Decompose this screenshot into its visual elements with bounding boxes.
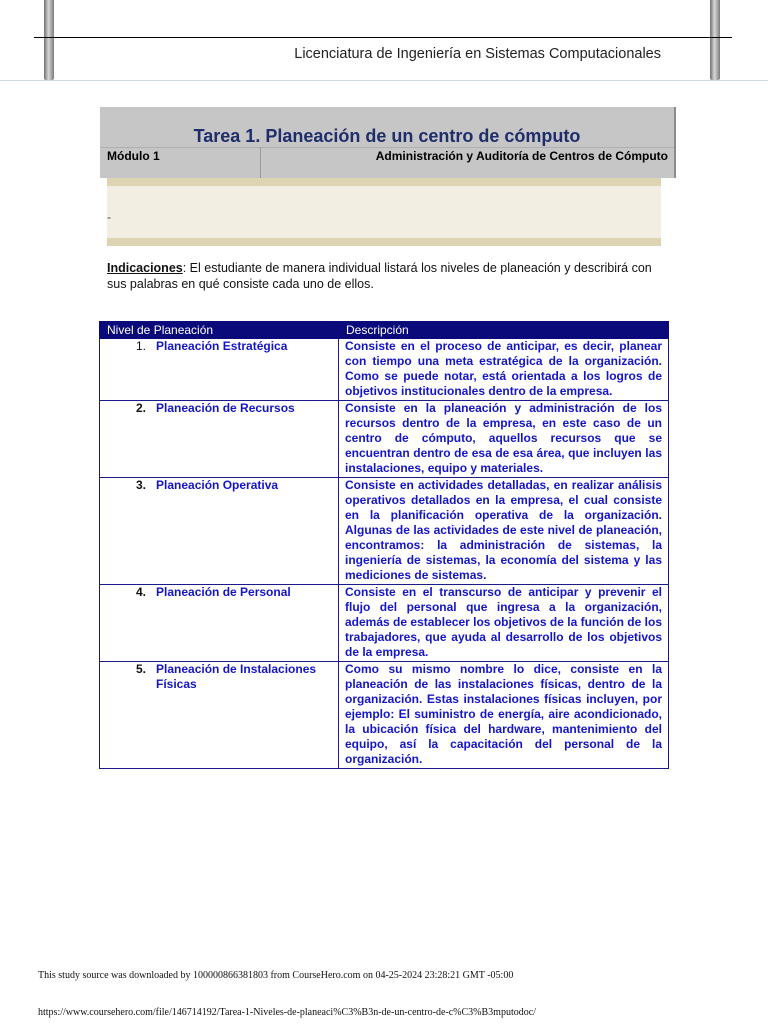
header-rule-secondary	[0, 80, 768, 81]
footer-url-line[interactable]: https://www.coursehero.com/file/146714192/Tarea-1-Niveles-de-planeaci%C3%B3n-de-un-centro-de-c%C3%B3mputodoc/	[38, 1007, 536, 1018]
info-box-band-bottom	[107, 238, 661, 246]
title-box-divider-vertical	[260, 147, 261, 178]
course-name: Administración y Auditoría de Centros de Cómputo	[375, 149, 668, 163]
binder-bar-right	[710, 0, 720, 80]
level-cell	[100, 401, 339, 478]
indications-paragraph	[107, 261, 667, 292]
header-title: Licenciatura de Ingeniería en Sistemas Computacionales	[294, 46, 661, 62]
description-cell: Como su mismo nombre lo dice, consiste en la planeación de las instalaciones físicas, dentro de la organización. Estas instalaciones físicas incluyen, por ejemplo: El suministro de energía, aire acondicionado, la ubicación física del hardware, mantenimiento del equipo, así la capacitación del personal de la organización.	[339, 662, 669, 769]
info-box	[107, 178, 661, 246]
indications-text: : El estudiante de manera individual listará los niveles de planeación y describirá con sus palabras en qué consiste cada uno de ellos.	[107, 261, 652, 291]
level-cell	[100, 585, 339, 662]
header-level: Nivel de Planeación	[100, 322, 339, 339]
table-row	[100, 401, 669, 478]
level-name: Planeación de Personal	[156, 585, 291, 599]
description-cell: Consiste en el transcurso de anticipar y prevenir el flujo del personal que ingresa a la organización, además de establecer los objetivos de la función de los trabajadores, que ayuda al desarrollo de los objetivos de la empresa.	[339, 585, 669, 662]
title-box-divider-horizontal	[100, 147, 674, 148]
indications-label: Indicaciones	[107, 261, 183, 275]
level-number: 5.	[135, 662, 146, 676]
title-box	[100, 107, 676, 178]
module-label: Módulo 1	[107, 149, 160, 163]
table-row	[100, 585, 669, 662]
binder-bar-left	[44, 0, 54, 80]
level-name: Planeación Operativa	[156, 478, 279, 492]
level-cell	[100, 478, 339, 585]
level-name: Planeación de Instalaciones Físicas	[156, 662, 317, 691]
table-row	[100, 339, 669, 401]
document-title: Tarea 1. Planeación de un centro de cómputo	[193, 126, 581, 146]
table-row	[100, 662, 669, 769]
description-cell: Consiste en la planeación y administración de los recursos dentro de la empresa, en este caso de un centro de cómputo, aquellos recursos que se encuentran dentro de esa de esa área, que incluyen las instalaciones, equipo y materiales.	[339, 401, 669, 478]
level-number: 2.	[135, 401, 146, 415]
header-rule	[34, 37, 732, 38]
description-cell: Consiste en el proceso de anticipar, es decir, planear con tiempo una meta estratégica de la organización. Como se puede notar, está orientada a los logros de objetivos institucionales dentro de la empresa.	[339, 339, 669, 401]
info-box-dash: -	[107, 210, 111, 224]
level-cell	[100, 339, 339, 401]
level-number: 1.	[135, 339, 146, 353]
footer-source-line: This study source was downloaded by 100000866381803 from CourseHero.com on 04-25-2024 23:28:21 GMT -05:00	[38, 970, 514, 981]
table-row	[100, 478, 669, 585]
level-name: Planeación de Recursos	[156, 401, 295, 415]
description-cell: Consiste en actividades detalladas, en realizar análisis operativos detallados en la empresa, el cual consiste en la planificación operativa de la organización. Algunas de las actividades de este nivel de planeación, encontramos: la administración de sistemas, la ingeniería de sistemas, la economía del sistema y las mediciones de sistemas.	[339, 478, 669, 585]
level-number: 4.	[135, 585, 146, 599]
info-box-band-top	[107, 178, 661, 186]
header-description: Descripción	[339, 322, 669, 339]
table-header-row	[100, 322, 669, 339]
level-cell	[100, 662, 339, 769]
level-number: 3.	[135, 478, 146, 492]
planning-levels-table	[99, 321, 669, 769]
level-name: Planeación Estratégica	[156, 339, 288, 353]
